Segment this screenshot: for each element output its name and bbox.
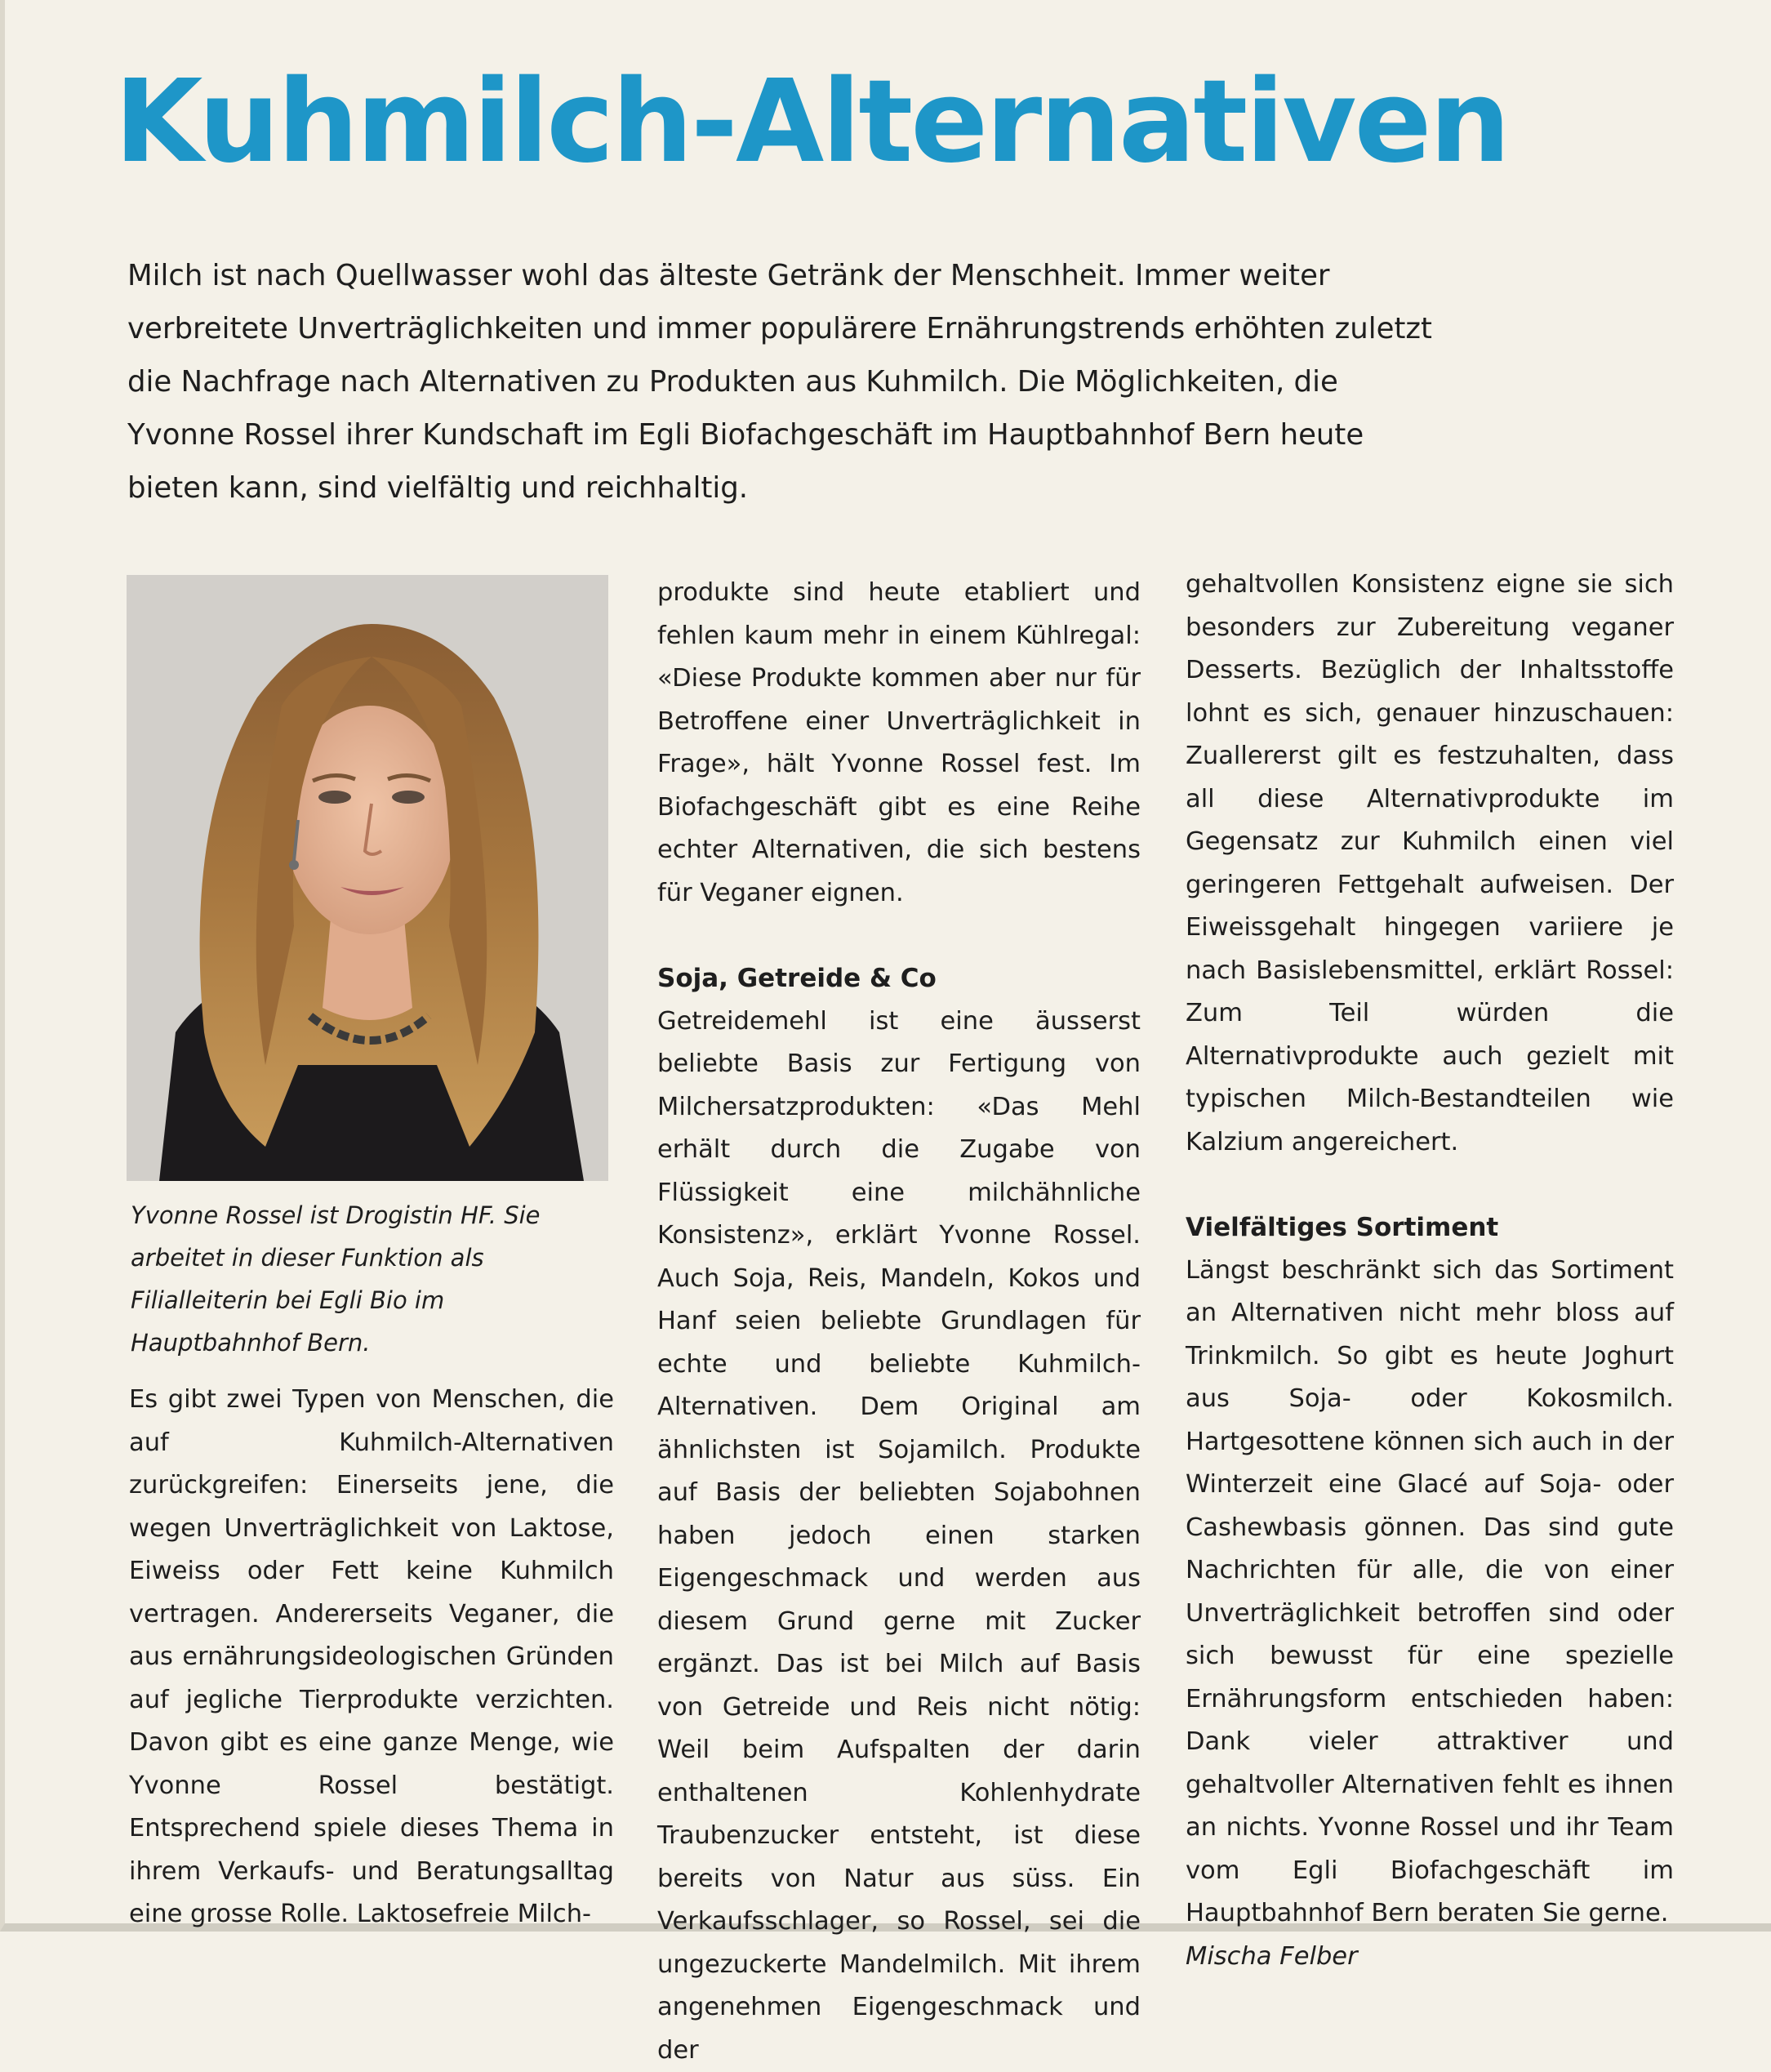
paragraph: produkte sind heute etabliert und fehlen kaum mehr in einem Kühlregal: «Diese Produkte kommen aber nur für Betroffene einer Unverträglichkeit in Frage», hält Yvonne Rossel fest. Im Biofachgeschäft gibt es eine Reihe echter Alternativen, die sich bestens für Veganer eignen. [657, 572, 1141, 915]
article-column-2 [657, 572, 1141, 2072]
portrait-photo-icon [127, 575, 608, 1181]
paragraph: Es gibt zwei Typen von Menschen, die auf Kuhmilch-Alternativen zurückgreifen: Einerseits jene, die wegen Unverträglichkeit von Laktose, Eiweiss oder Fett keine Kuhmilch vertragen. Andererseits Veganer, die aus ernährungsideologischen Gründen auf jegliche Tierprodukte verzichten. Davon gibt es eine ganze Menge, wie Yvonne Rossel bestätigt. Entsprechend spiele dieses Thema in ihrem Verkaufs- und Beratungsalltag eine grosse Rolle. Laktosefreie Milch- [129, 1379, 614, 1936]
article-column-1 [129, 1379, 614, 1936]
paragraph: gehaltvollen Konsistenz eigne sie sich besonders zur Zubereitung veganer Desserts. Bezüglich der Inhaltsstoffe lohnt es sich, genauer hinzuschauen: Zuallererst gilt es festzuhalten, dass all diese Alternativprodukte im Gegensatz zur Kuhmilch einen viel geringeren Fettgehalt aufweisen. Der Eiweissgehalt hingegen variiere je nach Basislebensmittel, erklärt Rossel: Zum Teil würden die Alternativprodukte auch gezielt mit typischen Milch-Bestandteilen wie Kalzium angereichert. [1186, 564, 1674, 1164]
subheading-soja-getreide: Soja, Getreide & Co [657, 957, 1141, 1000]
article-lead: Milch ist nach Quellwasser wohl das älteste Getränk der Menschheit. Immer weiter verbreitete Unverträglichkeiten und immer populärere Ernährungstrends erhöhten zuletzt die Nachfrage nach Alternativen zu Produkten aus Kuhmilch. Die Möglichkeiten, die Yvonne Rossel ihrer Kundschaft im Egli Biofachgeschäft im Hauptbahnhof Bern heute bieten kann, sind vielfältig und reichhaltig. [127, 249, 1434, 515]
photo-caption: Yvonne Rossel ist Drogistin HF. Sie arbeitet in dieser Funktion als Filialleiterin bei Egli Bio im Hauptbahnhof Bern. [131, 1194, 612, 1364]
subheading-vielfaeltiges-sortiment: Vielfältiges Sortiment [1186, 1206, 1674, 1250]
article-column-3 [1186, 564, 1674, 1978]
paragraph: Längst beschränkt sich das Sortiment an Alternativen nicht mehr bloss auf Trinkmilch. So gibt es heute Joghurt aus Soja- oder Kokosmilch. Hartgesottene können sich auch in der Winterzeit eine Glacé auf Soja- oder Cashewbasis gönnen. Das sind gute Nachrichten für alle, die von einer Unverträglichkeit betroffen sind oder sich bewusst für eine spezielle Ernährungsform entschieden haben: Dank vieler attraktiver und gehaltvoller Alternativen fehlt es ihnen an nichts. Yvonne Rossel und ihr Team vom Egli Biofachgeschäft im Hauptbahnhof Bern beraten Sie gerne. [1186, 1250, 1674, 1936]
author-byline: Mischa Felber [1186, 1936, 1674, 1979]
article-headline: Kuhmilch-Alternativen [114, 57, 1508, 188]
paragraph: Getreidemehl ist eine äusserst beliebte Basis zur Fertigung von Milchersatzprodukten: «Das Mehl erhält durch die Zugabe von Flüssigkeit eine milchähnliche Konsistenz», erklärt Yvonne Rossel. Auch Soja, Reis, Mandeln, Kokos und Hanf seien beliebte Grundlagen für echte und beliebte Kuhmilch-Alternativen. Dem Original am ähnlichsten ist Sojamilch. Produkte auf Basis der beliebten Sojabohnen haben jedoch einen starken Eigengeschmack und werden aus diesem Grund gerne mit Zucker ergänzt. Das ist bei Milch auf Basis von Getreide und Reis nicht nötig: Weil beim Aufspalten der darin enthaltenen Kohlenhydrate Traubenzucker entsteht, ist diese bereits von Natur aus süss. Ein Verkaufsschlager, so Rossel, sei die ungezuckerte Mandelmilch. Mit ihrem angenehmen Eigengeschmack und der [657, 1000, 1141, 2072]
portrait-photo [127, 575, 608, 1181]
